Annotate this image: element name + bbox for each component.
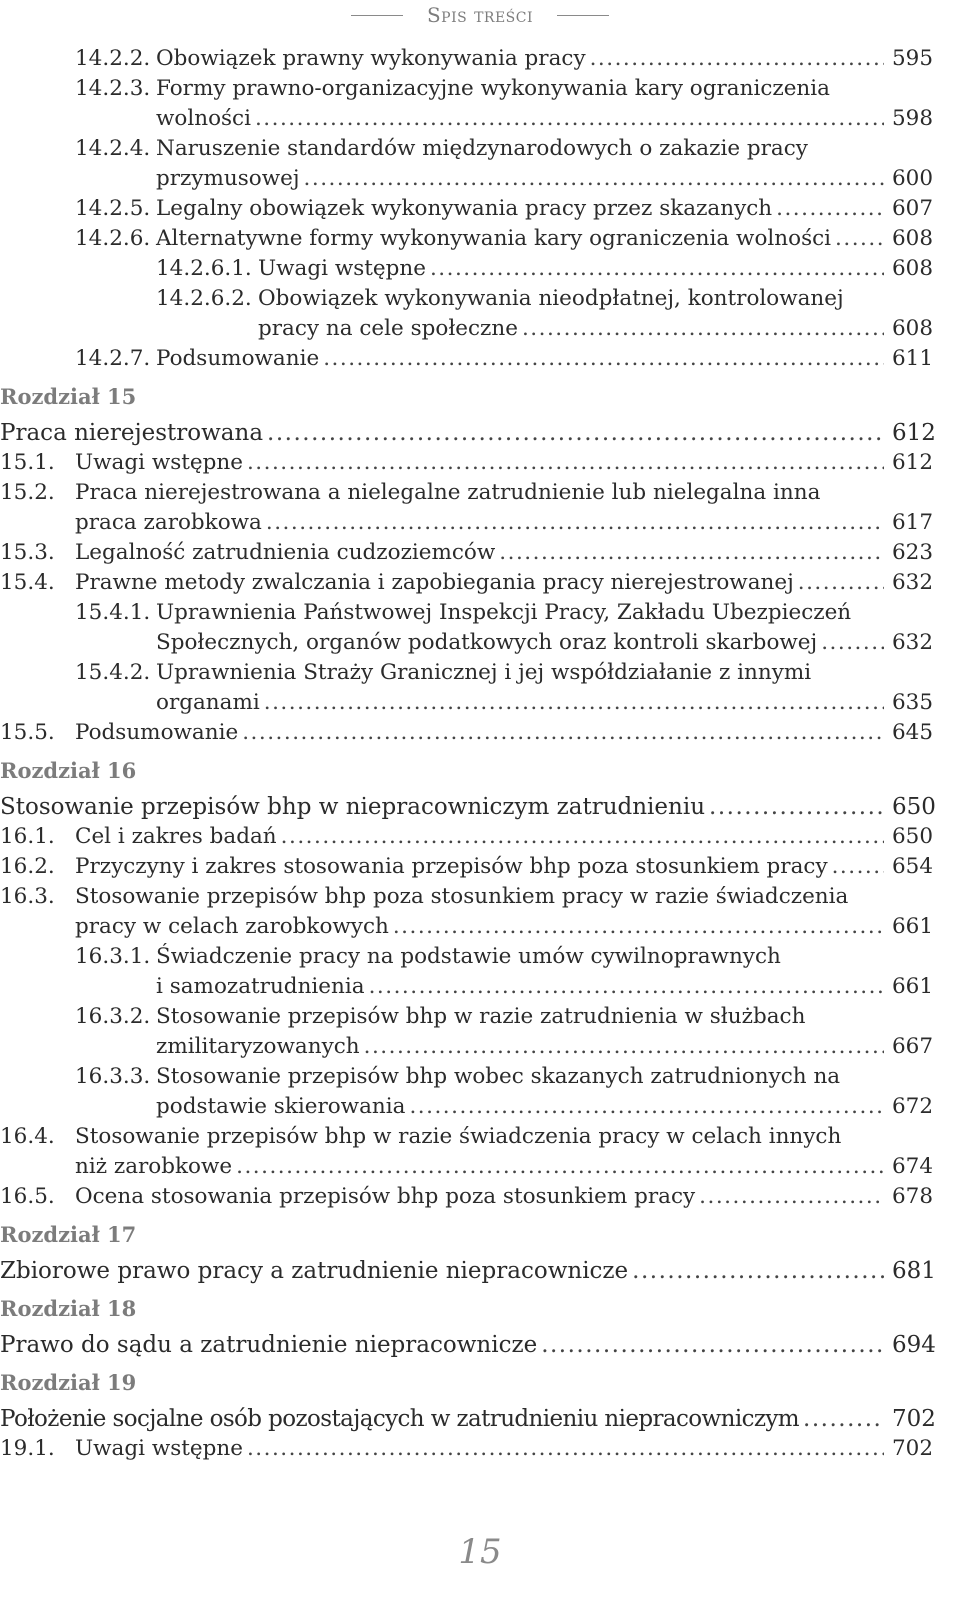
toc-page-number: 607: [892, 196, 934, 221]
toc-leader: [247, 448, 884, 478]
toc-page-number: 598: [892, 106, 934, 131]
toc-entry-number: 14.2.3.: [75, 76, 151, 101]
toc-entry-title: Podsumowanie: [156, 346, 320, 371]
toc-entry-title-line1: Stosowanie przepisów bhp wobec skazanych zatrudnionych na: [156, 1064, 841, 1089]
toc-entry-number: 14.2.5.: [75, 196, 151, 221]
toc-entry-title-line1: Stosowanie przepisów bhp w razie świadczenia pracy w celach innych: [75, 1124, 842, 1149]
toc-leader: [323, 344, 884, 374]
toc-leader: [304, 164, 884, 194]
toc-entry-number: 15.5.: [0, 720, 55, 745]
toc-page-number: 678: [892, 1184, 934, 1209]
chapter-title: Praca nierejestrowana: [0, 420, 264, 446]
toc-entry-title: Legalny obowiązek wykonywania pracy przez skazanych: [156, 196, 773, 221]
toc-leader: [264, 688, 884, 718]
toc-entry[interactable]: [0, 538, 960, 568]
toc-entry-title-line1: Obowiązek wykonywania nieodpłatnej, kontrolowanej: [258, 286, 844, 311]
toc-leader: [798, 568, 884, 598]
toc-page-number: 612: [892, 420, 936, 446]
toc-entry-number: 14.2.7.: [75, 346, 151, 371]
toc-leader: [255, 104, 884, 134]
toc-leader: [267, 418, 884, 448]
toc-entry-number: 16.3.3.: [75, 1064, 151, 1089]
toc-page-number: 608: [892, 256, 934, 281]
toc-page-number: 612: [892, 450, 934, 475]
running-header: [0, 0, 960, 30]
toc-entry-number: 16.2.: [0, 854, 55, 879]
chapter-title: Zbiorowe prawo pracy a zatrudnienie niepracownicze: [0, 1258, 629, 1284]
toc-leader: [236, 1152, 884, 1182]
toc-entry-number: 15.4.2.: [75, 660, 151, 685]
toc-entry-number: 15.2.: [0, 480, 55, 505]
toc-entry-number: 16.1.: [0, 824, 55, 849]
toc-entry-title-line2: organami: [156, 690, 260, 715]
toc-entry-title-line1: Stosowanie przepisów bhp w razie zatrudnienia w służbach: [156, 1004, 806, 1029]
toc-entry-number: 16.3.2.: [75, 1004, 151, 1029]
toc-entry-title: Podsumowanie: [75, 720, 239, 745]
toc-entry-title: Alternatywne formy wykonywania kary ograniczenia wolności: [156, 226, 832, 251]
toc-entry-number: 16.3.1.: [75, 944, 151, 969]
chapter-title-entry[interactable]: [0, 1404, 960, 1434]
toc-entry[interactable]: [0, 1002, 960, 1062]
toc-leader: [266, 508, 884, 538]
chapter-title-entry[interactable]: [0, 1256, 960, 1286]
chapter-label: Rozdział 18: [0, 1296, 137, 1321]
toc-page-number: 702: [892, 1436, 934, 1461]
toc-leader: [632, 1256, 884, 1286]
chapter-label: Rozdział 15: [0, 384, 137, 409]
toc-entry-number: 16.5.: [0, 1184, 55, 1209]
toc-entry[interactable]: [0, 1122, 960, 1182]
toc-leader: [499, 538, 884, 568]
toc-page-number: 617: [892, 510, 934, 535]
toc-entry[interactable]: [0, 284, 960, 344]
toc-leader: [709, 792, 884, 822]
toc-leader: [776, 194, 884, 224]
toc-leader: [821, 628, 884, 658]
toc-entry[interactable]: [0, 194, 960, 224]
chapter-title: Prawo do sądu a zatrudnienie niepracownicze: [0, 1332, 538, 1358]
toc-entry-title: Obowiązek prawny wykonywania pracy: [156, 46, 586, 71]
toc-entry-number: 14.2.6.2.: [156, 286, 252, 311]
toc-leader: [522, 314, 884, 344]
toc-page-number: 608: [892, 226, 934, 251]
toc-entry[interactable]: [0, 134, 960, 194]
table-of-contents: [0, 44, 960, 1464]
header-rule-left: [351, 15, 403, 16]
toc-page-number: 608: [892, 316, 934, 341]
toc-entry-number: 15.1.: [0, 450, 55, 475]
toc-entry-title-line2: Społecznych, organów podatkowych oraz kontroli skarbowej: [156, 630, 818, 655]
toc-leader: [409, 1092, 884, 1122]
toc-page-number: 661: [892, 974, 934, 999]
toc-entry-title-line2: przymusowej: [156, 166, 300, 191]
toc-entry-number: 14.2.4.: [75, 136, 151, 161]
toc-entry[interactable]: [0, 1182, 960, 1212]
toc-entry-title-line2: pracy na cele społeczne: [258, 316, 518, 341]
toc-leader: [541, 1330, 884, 1360]
toc-entry-title-line1: Uprawnienia Państwowej Inspekcji Pracy, Zakładu Ubezpieczeń: [156, 600, 852, 625]
toc-page-number: 645: [892, 720, 934, 745]
toc-entry-number: 15.4.1.: [75, 600, 151, 625]
toc-leader: [364, 1032, 884, 1062]
toc-entry[interactable]: [0, 224, 960, 254]
toc-entry-title: Uwagi wstępne: [75, 1436, 243, 1461]
toc-entry-title: Prawne metody zwalczania i zapobiegania pracy nierejestrowanej: [75, 570, 794, 595]
toc-leader: [803, 1404, 884, 1434]
toc-entry-title-line1: Praca nierejestrowana a nielegalne zatrudnienie lub nielegalna inna: [75, 480, 821, 505]
toc-entry[interactable]: [0, 1062, 960, 1122]
toc-page-number: 650: [892, 794, 936, 820]
chapter-title-entry[interactable]: [0, 792, 960, 822]
toc-page-number: 650: [892, 824, 934, 849]
toc-entry[interactable]: [0, 942, 960, 1002]
toc-entry-title: Uwagi wstępne: [75, 450, 243, 475]
toc-entry[interactable]: [0, 598, 960, 658]
page-number: 15: [458, 1532, 502, 1572]
toc-leader: [430, 254, 884, 284]
toc-entry-title: Legalność zatrudnienia cudzoziemców: [75, 540, 496, 565]
toc-leader: [281, 822, 884, 852]
toc-entry-title-line2: praca zarobkowa: [75, 510, 262, 535]
toc-entry[interactable]: [0, 1434, 960, 1464]
toc-page-number: 632: [892, 570, 934, 595]
toc-entry-title: Ocena stosowania przepisów bhp poza stosunkiem pracy: [75, 1184, 696, 1209]
toc-entry[interactable]: [0, 74, 960, 134]
toc-entry[interactable]: [0, 852, 960, 882]
toc-leader: [393, 912, 884, 942]
chapter-label: Rozdział 19: [0, 1370, 137, 1395]
toc-entry-title-line1: Uprawnienia Straży Granicznej i jej współdziałanie z innymi: [156, 660, 812, 685]
chapter-title: Stosowanie przepisów bhp w niepracowniczym zatrudnieniu: [0, 794, 706, 820]
toc-entry-title-line2: podstawie skierowania: [156, 1094, 406, 1119]
toc-entry-number: 15.4.: [0, 570, 55, 595]
toc-entry-title-line1: Naruszenie standardów międzynarodowych o zakazie pracy: [156, 136, 808, 161]
toc-page-number: 681: [892, 1258, 936, 1284]
toc-entry-number: 16.4.: [0, 1124, 55, 1149]
toc-page-number: 694: [892, 1332, 936, 1358]
toc-page-number: 667: [892, 1034, 934, 1059]
chapter-label: Rozdział 17: [0, 1222, 137, 1247]
toc-leader: [832, 852, 884, 882]
toc-entry-title: Uwagi wstępne: [258, 256, 426, 281]
toc-page-number: 632: [892, 630, 934, 655]
chapter-title-entry[interactable]: [0, 1330, 960, 1360]
toc-entry[interactable]: [0, 568, 960, 598]
chapter-title: Położenie socjalne osób pozostających w zatrudnieniu niepracowniczym: [0, 1406, 800, 1432]
toc-entry-title-line2: zmilitaryzowanych: [156, 1034, 360, 1059]
toc-page-number: 661: [892, 914, 934, 939]
toc-entry-number: 16.3.: [0, 884, 55, 909]
toc-page-number: 611: [892, 346, 934, 371]
toc-entry-title-line2: pracy w celach zarobkowych: [75, 914, 389, 939]
toc-entry[interactable]: [0, 822, 960, 852]
toc-entry[interactable]: [0, 344, 960, 374]
toc-entry-title-line1: Stosowanie przepisów bhp poza stosunkiem pracy w razie świadczenia: [75, 884, 849, 909]
toc-entry-title-line2: i samozatrudnienia: [156, 974, 365, 999]
toc-entry-number: 14.2.6.1.: [156, 256, 252, 281]
chapter-label: Rozdział 16: [0, 758, 137, 783]
toc-leader: [247, 1434, 884, 1464]
toc-page-number: 674: [892, 1154, 934, 1179]
toc-leader: [590, 44, 884, 74]
toc-entry-number: 15.3.: [0, 540, 55, 565]
toc-entry[interactable]: [0, 718, 960, 748]
toc-page-number: 623: [892, 540, 934, 565]
toc-entry-title: Cel i zakres badań: [75, 824, 277, 849]
toc-entry-number: 19.1.: [0, 1436, 55, 1461]
header-title: Spis treści: [426, 3, 534, 27]
toc-leader: [369, 972, 884, 1002]
toc-entry[interactable]: [0, 448, 960, 478]
toc-page-number: 654: [892, 854, 934, 879]
toc-page-number: 672: [892, 1094, 934, 1119]
toc-entry-number: 14.2.6.: [75, 226, 151, 251]
toc-entry[interactable]: [0, 478, 960, 538]
toc-entry-title-line1: Formy prawno-organizacyjne wykonywania kary ograniczenia: [156, 76, 830, 101]
toc-page-number: 635: [892, 690, 934, 715]
toc-entry-title: Przyczyny i zakres stosowania przepisów bhp poza stosunkiem pracy: [75, 854, 828, 879]
toc-leader: [699, 1182, 884, 1212]
toc-entry[interactable]: [0, 254, 960, 284]
toc-entry-title-line2: wolności: [156, 106, 251, 131]
toc-entry-number: 14.2.2.: [75, 46, 151, 71]
toc-page-number: 600: [892, 166, 934, 191]
toc-page-number: 595: [892, 46, 934, 71]
toc-entry[interactable]: [0, 658, 960, 718]
toc-leader: [242, 718, 884, 748]
toc-entry-title-line1: Świadczenie pracy na podstawie umów cywilnoprawnych: [156, 944, 781, 969]
toc-entry[interactable]: [0, 44, 960, 74]
header-rule-right: [557, 15, 609, 16]
toc-entry-title-line2: niż zarobkowe: [75, 1154, 233, 1179]
toc-entry[interactable]: [0, 882, 960, 942]
toc-page-number: 702: [892, 1406, 936, 1432]
chapter-title-entry[interactable]: [0, 418, 960, 448]
toc-leader: [835, 224, 884, 254]
